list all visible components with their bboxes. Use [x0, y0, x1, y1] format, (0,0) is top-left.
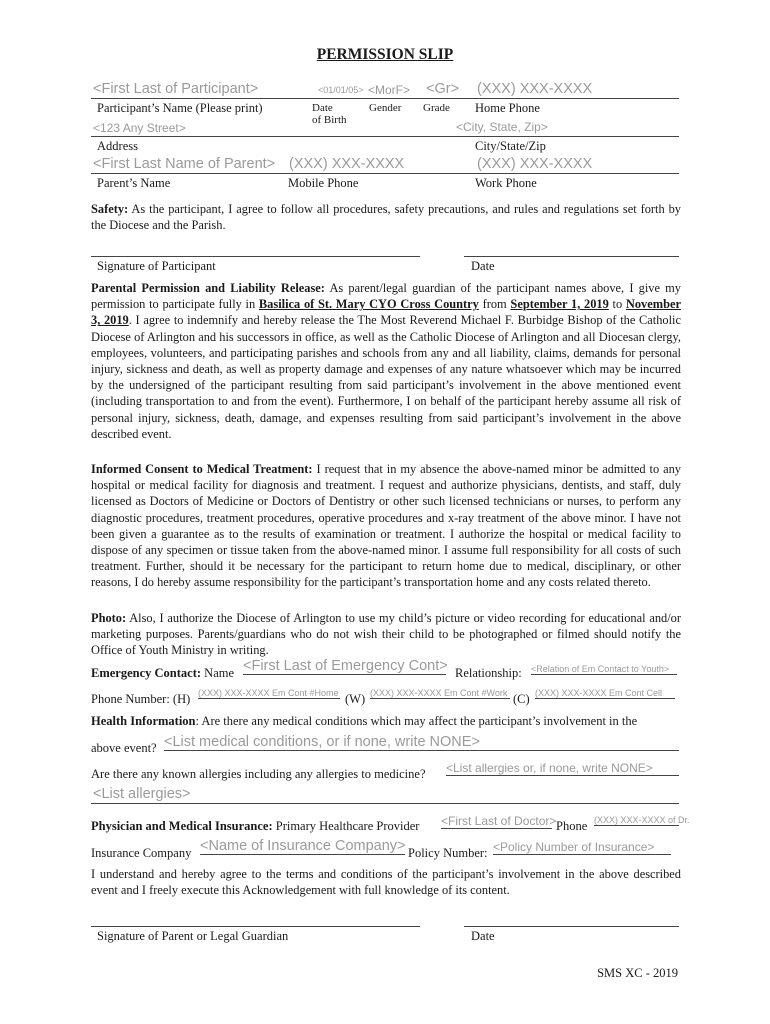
release-text-2: . I agree to indemnify and hereby release the The Most Reverend Michael F. Burbidge Bishop of the Catholic Diocese of Arlington and his successors in office, as well as the Catholic Diocese of Arlington and all Diocesan clergy, employees, volunteers, and participating parishes and schools from any and all liability, claims, demands for personal injury, sickness and death, as well as property damage and expenses of any nature whatsoever which may be incurred by the undersigned of the participant resulting from said participant’s involvement in the above mentioned event (including transportation to and from the event). Furthermore, I on behalf of the participant hereby assume all risk of personal injury, sickness, death, damage, and expenses resulting from said participant’s involvement in the above described event.	[91, 313, 681, 441]
parent-work-field[interactable]: (XXX) XXX-XXXX	[477, 156, 593, 172]
grade-label: Grade	[423, 102, 450, 114]
participant-signature-label: Signature of Participant	[97, 259, 216, 273]
allergies-field[interactable]: <List allergies or, if none, write NONE>	[446, 761, 679, 776]
parent-name-label: Parent’s Name	[97, 176, 171, 190]
guardian-signature-label: Signature of Parent or Legal Guardian	[97, 929, 289, 943]
relationship-label: Relationship:	[455, 666, 522, 680]
emergency-home-phone-field[interactable]: (XXX) XXX-XXXX Em Cont #Home	[198, 688, 339, 698]
event-end-date: November 3, 2019	[91, 297, 681, 328]
guardian-signature-line[interactable]	[91, 926, 420, 927]
page-title: PERMISSION SLIP	[316, 46, 454, 63]
physician-heading: Physician and Medical Insurance:	[91, 819, 273, 833]
dob-label: Date of Birth	[312, 102, 347, 126]
emergency-heading: Emergency Contact:	[91, 666, 202, 680]
city-label: City/State/Zip	[475, 139, 546, 153]
photo-text: Also, I authorize the Diocese of Arlington to use my child’s picture or video recording for educational and/or marketing purposes. Parents/guardians who do not wish their child to be photographed or filmed should notify the Office of Youth Ministry in writing.	[91, 611, 682, 658]
parent-mobile-field[interactable]: (XXX) XXX-XXXX	[289, 156, 405, 172]
release-heading: Parental Permission and Liability Release:	[91, 281, 325, 295]
work-label: Work Phone	[475, 176, 537, 190]
release-to: to	[612, 297, 623, 312]
safety-paragraph	[91, 201, 681, 233]
emergency-cell-phone-field[interactable]: (XXX) XXX-XXXX Em Cont Cell	[535, 688, 675, 699]
parent-row-rule	[91, 173, 679, 174]
mobile-label: Mobile Phone	[288, 176, 359, 190]
health-question-1	[91, 714, 637, 729]
emergency-name-field[interactable]: <First Last of Emergency Cont>	[243, 658, 448, 674]
physician-line	[91, 819, 419, 834]
release-paragraph	[91, 280, 681, 442]
medical-conditions-field[interactable]: <List medical conditions, or if none, write NONE>	[164, 734, 679, 751]
consent-text: I request that in my absence the above-named minor be admitted to any hospital or medical facility for diagnosis and treatment. I request and authorize physicians, dentists, and staff, duly licensed as Doctors of Medicine or Doctors of Dentistry or other such licensed technicians or nurses, to perform any diagnostic procedures, treatment procedures, operative procedures and x-ray treatment of the above minor. I have not been given a guarantee as to the results of examination or treatment. I authorize the hospital or medical facility to dispose of any specimen or tissue taken from the above-named minor. I assume full responsibility for all costs of such treatment. Further, should it be necessary for the participant to return home due to medical, disciplinary, or other reasons, I do hereby assume responsibility for the participant’s transportation home and any costs related thereto.	[91, 462, 681, 590]
agreement-paragraph: I understand and hereby agree to the terms and conditions of the participant’s involvement in the above described event and I freely execute this Acknowledgement with full knowledge of its content.	[91, 867, 681, 898]
provider-phone-field[interactable]: (XXX) XXX-XXXX of Dr.	[594, 815, 690, 825]
photo-heading: Photo:	[91, 611, 127, 625]
participant-signature-line[interactable]	[91, 256, 420, 257]
provider-phone-label: Phone	[556, 819, 588, 833]
emergency-work-phone-field[interactable]: (XXX) XXX-XXXX Em Cont #Work	[370, 688, 510, 699]
participant-row-rule	[91, 98, 679, 99]
phone-number-label: Phone Number: (H)	[91, 692, 191, 706]
photo-paragraph	[91, 610, 681, 659]
participant-name-field[interactable]: <First Last of Participant>	[93, 81, 259, 97]
home-phone-field[interactable]: (XXX) XXX-XXXX	[477, 81, 593, 97]
health-q1-text: : Are there any medical conditions which may affect the participant’s involvement in the	[195, 714, 638, 728]
insurance-company-field[interactable]: <Name of Insurance Company>	[200, 838, 406, 854]
health-q1b-label: above event?	[91, 741, 157, 755]
consent-heading: Informed Consent to Medical Treatment:	[91, 462, 313, 476]
cell-phone-label: (C)	[513, 692, 530, 706]
allergies-list-rule	[91, 803, 679, 804]
insurance-company-label: Insurance Company	[91, 846, 192, 860]
city-field[interactable]: <City, State, Zip>	[456, 120, 548, 134]
work-phone-label: (W)	[345, 692, 366, 706]
parent-name-field[interactable]: <First Last Name of Parent>	[93, 156, 276, 172]
policy-number-label: Policy Number:	[408, 846, 488, 860]
participant-date-label: Date	[471, 259, 495, 273]
safety-heading: Safety:	[91, 202, 129, 216]
emergency-name-label: Name	[204, 666, 235, 680]
gender-field[interactable]: <MorF>	[368, 83, 411, 97]
consent-paragraph	[91, 461, 681, 591]
street-field[interactable]: <123 Any Street>	[93, 121, 186, 135]
gender-label: Gender	[369, 102, 402, 114]
event-name: Basilica of St. Mary CYO Cross Country	[258, 297, 479, 312]
participant-date-line[interactable]	[464, 256, 679, 257]
emergency-name-line	[91, 666, 234, 681]
policy-number-field[interactable]: <Policy Number of Insurance>	[493, 840, 671, 855]
footer-code: SMS XC - 2019	[597, 966, 678, 980]
safety-text: As the participant, I agree to follow all procedures, safety precautions, and rules and regulations set forth by the Diocese and the Parish.	[91, 202, 681, 233]
health-heading: Health Information	[91, 714, 196, 728]
allergies-question: Are there any known allergies including any allergies to medicine?	[91, 767, 426, 781]
release-text-1: As parent/legal guardian of the participant names above, I give my permission to participate fully in	[91, 281, 681, 312]
home-phone-label: Home Phone	[475, 101, 540, 115]
relationship-field[interactable]: <Relation of Em Contact to Youth>	[531, 664, 677, 675]
participant-name-label: Participant’s Name (Please print)	[97, 101, 263, 115]
guardian-date-line[interactable]	[464, 926, 679, 927]
grade-field[interactable]: <Gr>	[426, 81, 460, 97]
provider-field[interactable]: <First Last of Doctor>	[441, 814, 557, 828]
dob-field[interactable]: <01/01/05>	[318, 85, 364, 95]
allergies-list-field[interactable]: <List allergies>	[93, 786, 191, 802]
provider-label: Primary Healthcare Provider	[275, 819, 420, 833]
guardian-date-label: Date	[471, 929, 495, 943]
event-start-date: September 1, 2019	[510, 297, 609, 312]
address-label: Address	[97, 139, 138, 153]
release-from: from	[482, 297, 507, 312]
address-row-rule	[91, 136, 679, 137]
